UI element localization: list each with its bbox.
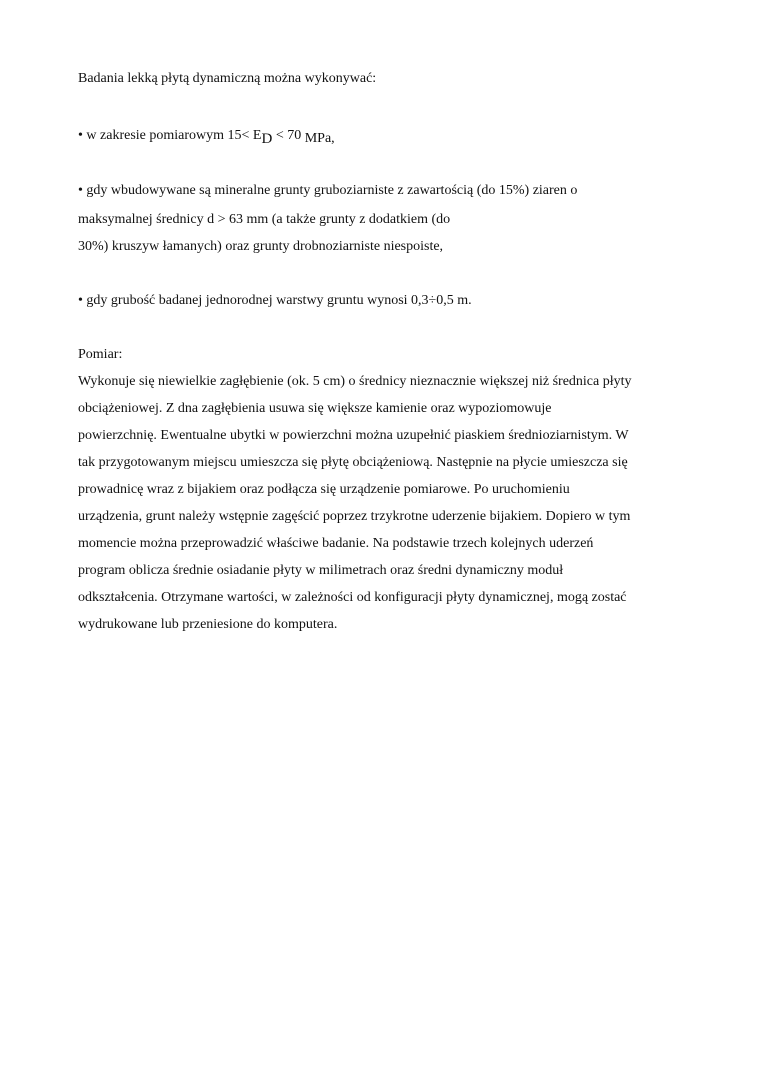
paragraph-line-9: odkształcenia. Otrzymane wartości, w zależności od konfiguracji płyty dynamicznej, mogą zostać [78, 590, 627, 605]
paragraph-line-7: momencie można przeprowadzić właściwe badanie. Na podstawie trzech kolejnych uderzeń [78, 536, 594, 551]
bullet-soil-line-2: maksymalnej średnicy d > 63 mm (a także grunty z dodatkiem (do [78, 212, 451, 227]
paragraph-line-8: program oblicza średnie osiadanie płyty w milimetrach oraz średni dynamiczny moduł [78, 563, 564, 578]
bullet-range-middle: < 70 [272, 128, 302, 143]
bullet-range-prefix: • w zakresie pomiarowym 15< E [78, 128, 262, 143]
paragraph-line-6: urządzenia, grunt należy wstępnie zagęścić poprzez trzykrotne uderzenie bijakiem. Dopiero w tym [78, 509, 631, 524]
paragraph-line-3: powierzchnię. Ewentualne ubytki w powierzchni można uzupełnić piaskiem średnioziarnistym. W [78, 428, 629, 443]
paragraph-line-1: Wykonuje się niewielkie zagłębienie (ok. 5 cm) o średnicy nieznacznie większej niż średnica płyty [78, 374, 632, 389]
paragraph-line-4: tak przygotowanym miejscu umieszcza się płytę obciążeniową. Następnie na płycie umieszcza się [78, 455, 628, 470]
bullet-soil-line-1: • gdy wbudowywane są mineralne grunty gruboziarniste z zawartością (do 15%) ziaren o [78, 183, 578, 198]
bullet-range-unit: MPa, [301, 131, 335, 146]
paragraph-line-2: obciążeniowej. Z dna zagłębienia usuwa się większe kamienie oraz wypoziomowuje [78, 401, 552, 416]
bullet-thickness: • gdy grubość badanej jednorodnej warstwy gruntu wynosi 0,3÷0,5 m. [78, 293, 472, 308]
intro-line: Badania lekką płytą dynamiczną można wykonywać: [78, 71, 377, 86]
bullet-range-subscript: D [261, 131, 273, 147]
paragraph-line-10: wydrukowane lub przeniesione do komputera. [78, 617, 338, 632]
section-heading: Pomiar: [78, 347, 123, 362]
bullet-measurement-range [78, 126, 335, 145]
paragraph-line-5: prowadnicę wraz z bijakiem oraz podłącza się urządzenie pomiarowe. Po uruchomieniu [78, 482, 570, 497]
bullet-soil-line-3: 30%) kruszyw łamanych) oraz grunty drobnoziarniste niespoiste, [78, 239, 444, 254]
